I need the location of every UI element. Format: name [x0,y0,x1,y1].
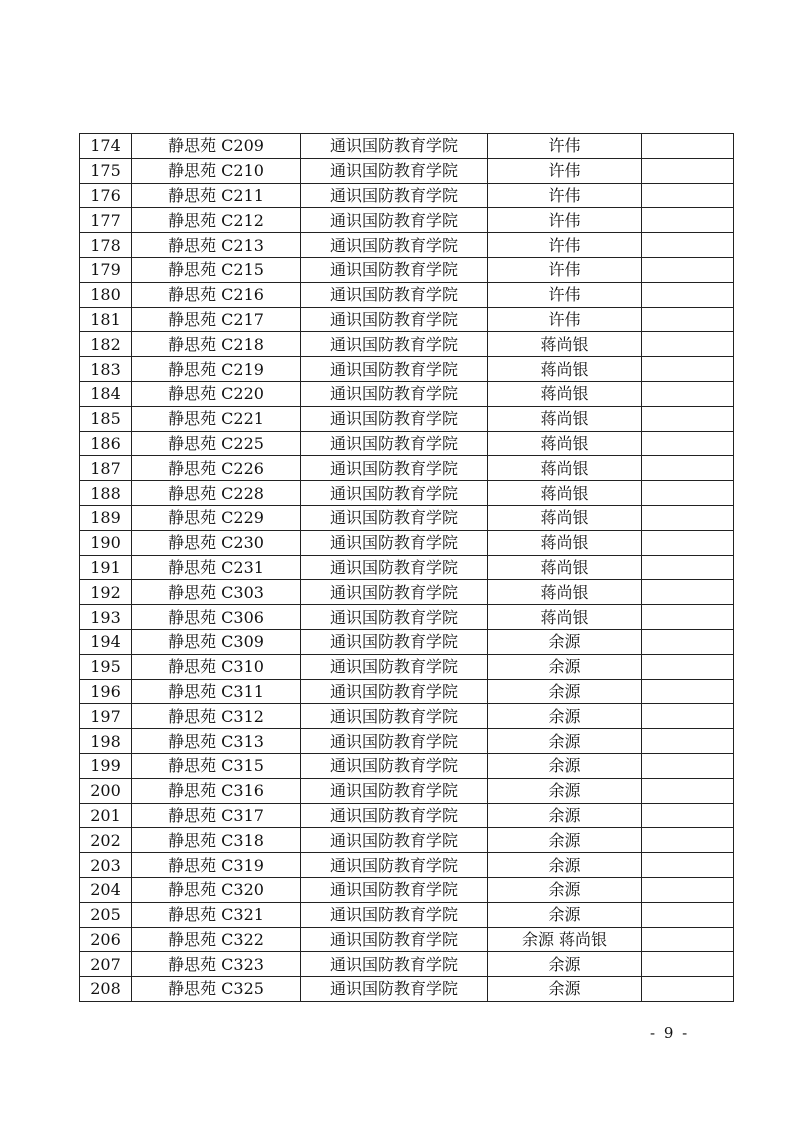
note-cell [642,505,734,530]
room-cell: 静思苑 C225 [132,431,301,456]
table-row [80,406,734,431]
table-row [80,505,734,530]
note-cell [642,654,734,679]
row-number-cell: 184 [80,381,132,406]
person-in-charge-cell: 许伟 [488,183,642,208]
room-cell: 静思苑 C226 [132,456,301,481]
person-in-charge-cell: 余源 [488,902,642,927]
college-cell: 通识国防教育学院 [301,877,488,902]
person-in-charge-cell: 许伟 [488,257,642,282]
person-in-charge-cell: 余源 [488,729,642,754]
college-cell: 通识国防教育学院 [301,704,488,729]
note-cell [642,679,734,704]
table-row [80,431,734,456]
table-row [80,679,734,704]
note-cell [642,233,734,258]
college-cell: 通识国防教育学院 [301,853,488,878]
person-in-charge-cell: 蒋尚银 [488,580,642,605]
person-in-charge-cell: 蒋尚银 [488,555,642,580]
row-number-cell: 177 [80,208,132,233]
row-number-cell: 182 [80,332,132,357]
room-cell: 静思苑 C306 [132,605,301,630]
row-number-cell: 174 [80,134,132,159]
college-cell: 通识国防教育学院 [301,456,488,481]
person-in-charge-cell: 许伟 [488,282,642,307]
college-cell: 通识国防教育学院 [301,654,488,679]
room-cell: 静思苑 C319 [132,853,301,878]
note-cell [642,307,734,332]
row-number-cell: 185 [80,406,132,431]
college-cell: 通识国防教育学院 [301,605,488,630]
college-cell: 通识国防教育学院 [301,828,488,853]
college-cell: 通识国防教育学院 [301,332,488,357]
room-cell: 静思苑 C216 [132,282,301,307]
person-in-charge-cell: 余源 [488,877,642,902]
note-cell [642,828,734,853]
person-in-charge-cell: 余源 [488,753,642,778]
college-cell: 通识国防教育学院 [301,902,488,927]
person-in-charge-cell: 余源 蒋尚银 [488,927,642,952]
college-cell: 通识国防教育学院 [301,233,488,258]
note-cell [642,406,734,431]
table-row [80,828,734,853]
note-cell [642,431,734,456]
row-number-cell: 199 [80,753,132,778]
table-row [80,629,734,654]
note-cell [642,481,734,506]
table-row [80,257,734,282]
room-cell: 静思苑 C309 [132,629,301,654]
table-row [80,803,734,828]
person-in-charge-cell: 蒋尚银 [488,381,642,406]
note-cell [642,134,734,159]
college-cell: 通识国防教育学院 [301,803,488,828]
person-in-charge-cell: 余源 [488,704,642,729]
person-in-charge-cell: 余源 [488,977,642,1002]
table-row [80,952,734,977]
college-cell: 通识国防教育学院 [301,729,488,754]
room-cell: 静思苑 C220 [132,381,301,406]
room-cell: 静思苑 C321 [132,902,301,927]
college-cell: 通识国防教育学院 [301,481,488,506]
college-cell: 通识国防教育学院 [301,580,488,605]
person-in-charge-cell: 蒋尚银 [488,332,642,357]
note-cell [642,778,734,803]
note-cell [642,803,734,828]
person-in-charge-cell: 许伟 [488,158,642,183]
table-row [80,530,734,555]
room-cell: 静思苑 C311 [132,679,301,704]
person-in-charge-cell: 余源 [488,679,642,704]
row-number-cell: 193 [80,605,132,630]
table-row [80,927,734,952]
note-cell [642,729,734,754]
person-in-charge-cell: 余源 [488,803,642,828]
row-number-cell: 204 [80,877,132,902]
row-number-cell: 187 [80,456,132,481]
room-cell: 静思苑 C316 [132,778,301,803]
note-cell [642,332,734,357]
room-cell: 静思苑 C325 [132,977,301,1002]
note-cell [642,952,734,977]
table-row [80,233,734,258]
row-number-cell: 201 [80,803,132,828]
person-in-charge-cell: 蒋尚银 [488,456,642,481]
note-cell [642,381,734,406]
college-cell: 通识国防教育学院 [301,629,488,654]
row-number-cell: 186 [80,431,132,456]
room-cell: 静思苑 C211 [132,183,301,208]
row-number-cell: 196 [80,679,132,704]
table-row [80,654,734,679]
college-cell: 通识国防教育学院 [301,257,488,282]
table-row [80,481,734,506]
college-cell: 通识国防教育学院 [301,282,488,307]
room-cell: 静思苑 C212 [132,208,301,233]
note-cell [642,877,734,902]
note-cell [642,753,734,778]
table-row [80,456,734,481]
row-number-cell: 176 [80,183,132,208]
table-row [80,357,734,382]
person-in-charge-cell: 蒋尚银 [488,505,642,530]
table-row [80,307,734,332]
person-in-charge-cell: 蒋尚银 [488,530,642,555]
person-in-charge-cell: 余源 [488,952,642,977]
person-in-charge-cell: 蒋尚银 [488,431,642,456]
table-row [80,853,734,878]
person-in-charge-cell: 许伟 [488,233,642,258]
note-cell [642,853,734,878]
table-row [80,183,734,208]
room-cell: 静思苑 C219 [132,357,301,382]
room-cell: 静思苑 C313 [132,729,301,754]
room-cell: 静思苑 C322 [132,927,301,952]
room-cell: 静思苑 C221 [132,406,301,431]
table-row [80,208,734,233]
row-number-cell: 178 [80,233,132,258]
table-row [80,729,734,754]
room-cell: 静思苑 C210 [132,158,301,183]
dormitory-assignment-table [79,133,734,1002]
table-row [80,332,734,357]
college-cell: 通识国防教育学院 [301,977,488,1002]
person-in-charge-cell: 蒋尚银 [488,605,642,630]
person-in-charge-cell: 许伟 [488,307,642,332]
row-number-cell: 181 [80,307,132,332]
person-in-charge-cell: 余源 [488,778,642,803]
room-cell: 静思苑 C230 [132,530,301,555]
table-row [80,158,734,183]
room-cell: 静思苑 C229 [132,505,301,530]
room-cell: 静思苑 C228 [132,481,301,506]
table-row [80,282,734,307]
note-cell [642,605,734,630]
room-cell: 静思苑 C323 [132,952,301,977]
college-cell: 通识国防教育学院 [301,357,488,382]
person-in-charge-cell: 许伟 [488,208,642,233]
college-cell: 通识国防教育学院 [301,208,488,233]
row-number-cell: 206 [80,927,132,952]
college-cell: 通识国防教育学院 [301,381,488,406]
college-cell: 通识国防教育学院 [301,158,488,183]
table-row [80,704,734,729]
table-body [80,134,734,1002]
note-cell [642,530,734,555]
room-cell: 静思苑 C320 [132,877,301,902]
row-number-cell: 183 [80,357,132,382]
person-in-charge-cell: 许伟 [488,134,642,159]
note-cell [642,456,734,481]
row-number-cell: 208 [80,977,132,1002]
note-cell [642,183,734,208]
college-cell: 通识国防教育学院 [301,134,488,159]
note-cell [642,555,734,580]
room-cell: 静思苑 C317 [132,803,301,828]
table-row [80,902,734,927]
person-in-charge-cell: 余源 [488,654,642,679]
table-row [80,605,734,630]
row-number-cell: 200 [80,778,132,803]
note-cell [642,580,734,605]
note-cell [642,927,734,952]
college-cell: 通识国防教育学院 [301,679,488,704]
person-in-charge-cell: 余源 [488,828,642,853]
table-row [80,753,734,778]
college-cell: 通识国防教育学院 [301,183,488,208]
room-cell: 静思苑 C312 [132,704,301,729]
college-cell: 通识国防教育学院 [301,753,488,778]
note-cell [642,282,734,307]
college-cell: 通识国防教育学院 [301,530,488,555]
table-row [80,977,734,1002]
note-cell [642,704,734,729]
note-cell [642,629,734,654]
row-number-cell: 194 [80,629,132,654]
person-in-charge-cell: 余源 [488,853,642,878]
room-cell: 静思苑 C303 [132,580,301,605]
college-cell: 通识国防教育学院 [301,406,488,431]
person-in-charge-cell: 余源 [488,629,642,654]
room-cell: 静思苑 C213 [132,233,301,258]
college-cell: 通识国防教育学院 [301,307,488,332]
college-cell: 通识国防教育学院 [301,927,488,952]
room-cell: 静思苑 C218 [132,332,301,357]
college-cell: 通识国防教育学院 [301,555,488,580]
row-number-cell: 197 [80,704,132,729]
row-number-cell: 207 [80,952,132,977]
room-cell: 静思苑 C209 [132,134,301,159]
note-cell [642,977,734,1002]
room-cell: 静思苑 C315 [132,753,301,778]
room-cell: 静思苑 C318 [132,828,301,853]
table-row [80,381,734,406]
row-number-cell: 188 [80,481,132,506]
person-in-charge-cell: 蒋尚银 [488,406,642,431]
row-number-cell: 190 [80,530,132,555]
room-cell: 静思苑 C231 [132,555,301,580]
row-number-cell: 195 [80,654,132,679]
row-number-cell: 202 [80,828,132,853]
note-cell [642,902,734,927]
row-number-cell: 189 [80,505,132,530]
page-number: - 9 - [650,1024,690,1042]
table-row [80,134,734,159]
note-cell [642,257,734,282]
table-row [80,877,734,902]
room-cell: 静思苑 C217 [132,307,301,332]
college-cell: 通识国防教育学院 [301,952,488,977]
row-number-cell: 198 [80,729,132,754]
row-number-cell: 203 [80,853,132,878]
college-cell: 通识国防教育学院 [301,778,488,803]
row-number-cell: 180 [80,282,132,307]
table-row [80,580,734,605]
table-row [80,778,734,803]
table-row [80,555,734,580]
note-cell [642,208,734,233]
row-number-cell: 192 [80,580,132,605]
room-cell: 静思苑 C215 [132,257,301,282]
person-in-charge-cell: 蒋尚银 [488,357,642,382]
college-cell: 通识国防教育学院 [301,505,488,530]
college-cell: 通识国防教育学院 [301,431,488,456]
note-cell [642,357,734,382]
note-cell [642,158,734,183]
row-number-cell: 179 [80,257,132,282]
row-number-cell: 205 [80,902,132,927]
room-cell: 静思苑 C310 [132,654,301,679]
row-number-cell: 191 [80,555,132,580]
row-number-cell: 175 [80,158,132,183]
person-in-charge-cell: 蒋尚银 [488,481,642,506]
